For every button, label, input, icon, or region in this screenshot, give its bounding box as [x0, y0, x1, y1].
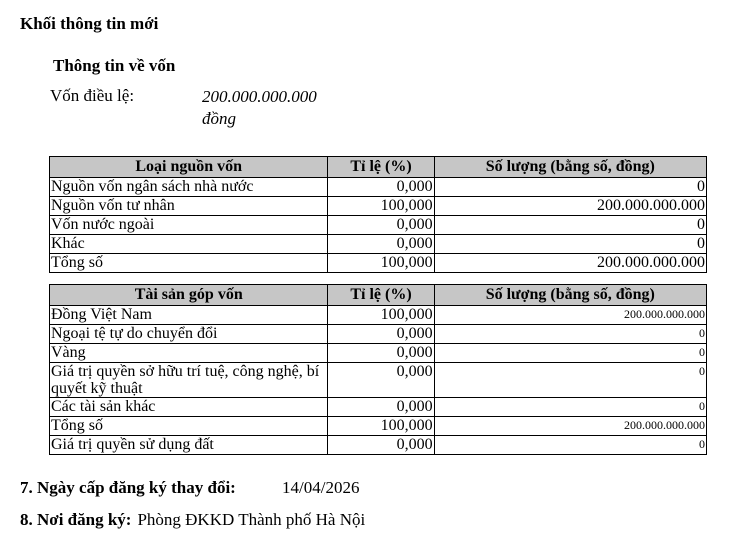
charter-capital-amount: 200.000.000.000	[202, 87, 317, 106]
row-name-cell: Các tài sản khác	[50, 398, 328, 417]
table-row	[50, 344, 707, 363]
row-name-cell: Đồng Việt Nam	[50, 306, 328, 325]
table-header-row	[50, 285, 707, 306]
issue-date-label: 7. Ngày cấp đăng ký thay đổi:	[20, 478, 236, 497]
row-ratio-cell: 0,000	[328, 344, 434, 363]
row-amount-cell: 0	[434, 344, 706, 363]
row-name-cell: Nguồn vốn tư nhân	[50, 197, 328, 216]
header-amount: Số lượng (bằng số, đồng)	[434, 157, 706, 178]
issue-date-value: 14/04/2026	[282, 478, 360, 497]
table-row	[50, 363, 707, 398]
row-ratio-cell: 100,000	[328, 254, 434, 273]
row-ratio-cell: 0,000	[328, 398, 434, 417]
block-title: Khối thông tin mới	[20, 14, 159, 33]
row-name-cell: Vốn nước ngoài	[50, 216, 328, 235]
table-row	[50, 436, 707, 455]
row-ratio-cell: 0,000	[328, 436, 434, 455]
row-name-cell: Tổng số	[50, 254, 328, 273]
header-ratio: Tỉ lệ (%)	[328, 157, 434, 178]
row-amount-cell: 200.000.000.000	[434, 254, 706, 273]
row-name-cell: Tổng số	[50, 417, 328, 436]
row-amount-cell: 0	[434, 235, 706, 254]
table-row	[50, 306, 707, 325]
table-row	[50, 417, 707, 436]
table-row	[50, 197, 707, 216]
row-name-cell: Nguồn vốn ngân sách nhà nước	[50, 178, 328, 197]
registration-place	[20, 510, 365, 530]
row-ratio-cell: 100,000	[328, 306, 434, 325]
header-ratio: Tỉ lệ (%)	[328, 285, 434, 306]
row-ratio-cell: 0,000	[328, 216, 434, 235]
row-amount-cell: 0	[434, 325, 706, 344]
row-amount-cell: 200.000.000.000	[434, 197, 706, 216]
header-amount: Số lượng (bằng số, đồng)	[434, 285, 706, 306]
registration-place-label: 8. Nơi đăng ký:	[20, 510, 132, 529]
table-row	[50, 325, 707, 344]
row-ratio-cell: 100,000	[328, 197, 434, 216]
row-name-cell: Khác	[50, 235, 328, 254]
row-amount-cell: 200.000.000.000	[434, 306, 706, 325]
row-name-cell: Vàng	[50, 344, 328, 363]
row-ratio-cell: 0,000	[328, 178, 434, 197]
table-header-row	[50, 157, 707, 178]
row-amount-cell: 0	[434, 363, 706, 398]
row-amount-cell: 0	[434, 178, 706, 197]
row-ratio-cell: 0,000	[328, 235, 434, 254]
table-row	[50, 254, 707, 273]
row-name-cell: Giá trị quyền sở hữu trí tuệ, công nghệ, bí quyết kỹ thuật	[50, 363, 328, 398]
row-amount-cell: 0	[434, 436, 706, 455]
header-asset-type: Tài sản góp vốn	[50, 285, 328, 306]
capital-section-title: Thông tin về vốn	[53, 56, 176, 75]
row-name-cell: Ngoại tệ tự do chuyển đổi	[50, 325, 328, 344]
table-row	[50, 235, 707, 254]
row-name-cell: Giá trị quyền sử dụng đất	[50, 436, 328, 455]
table-row	[50, 398, 707, 417]
row-amount-cell: 200.000.000.000	[434, 417, 706, 436]
charter-capital-value	[202, 86, 352, 130]
issue-date	[20, 478, 420, 498]
capital-sources-table	[49, 156, 707, 273]
row-ratio-cell: 0,000	[328, 325, 434, 344]
registration-place-value: Phòng ĐKKD Thành phố Hà Nội	[137, 510, 366, 529]
contributed-assets-table	[49, 284, 707, 455]
row-amount-cell: 0	[434, 398, 706, 417]
table-row	[50, 216, 707, 235]
charter-capital-label: Vốn điều lệ:	[50, 86, 135, 105]
header-source-type: Loại nguồn vốn	[50, 157, 328, 178]
table-row	[50, 178, 707, 197]
row-ratio-cell: 100,000	[328, 417, 434, 436]
row-ratio-cell: 0,000	[328, 363, 434, 398]
row-amount-cell: 0	[434, 216, 706, 235]
charter-capital-unit: đồng	[202, 109, 236, 128]
